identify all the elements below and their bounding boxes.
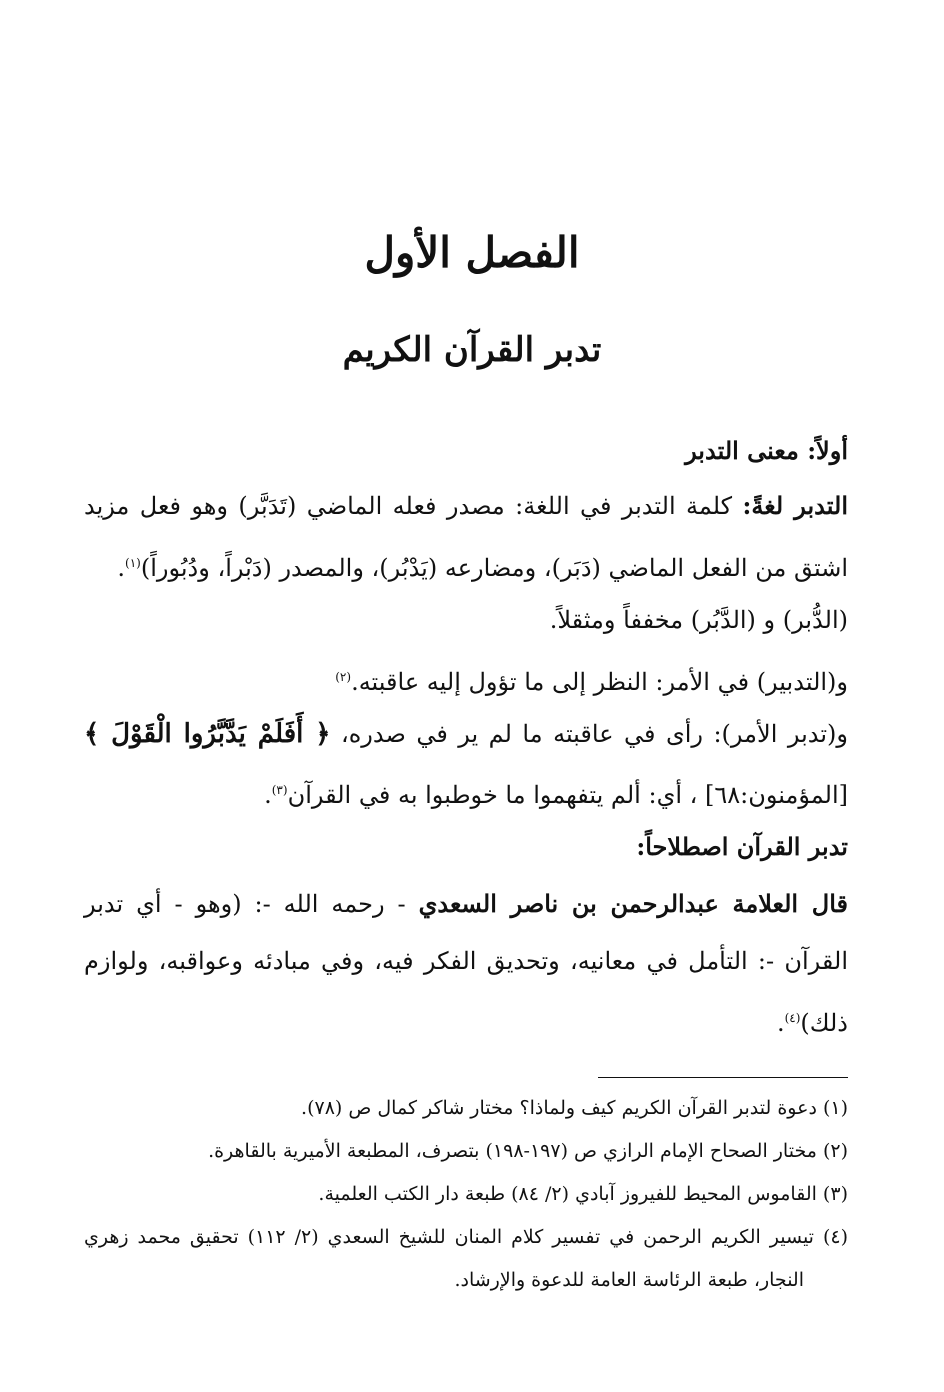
punctuation: . [264, 781, 272, 809]
paragraph-text: و(تدبر الأمر): رأى في عاقبته ما لم ير في صدره، [340, 720, 848, 748]
paragraph-text: [المؤمنون:٦٨] ، أي: ألم يتفهموا ما خوطبوا به في القرآن [287, 781, 848, 809]
paragraph-line [84, 481, 848, 531]
paragraph-text: كلمة التدبر في اللغة: مصدر فعله الماضي (تَدَبَّر) وهو فعل مزيد [84, 492, 733, 520]
footnote: (١) دعوة لتدبر القرآن الكريم كيف ولماذا؟ مختار شاكر كمال ص (٧٨). [301, 1097, 848, 1119]
punctuation: . [776, 1009, 785, 1037]
paragraph-line [84, 538, 848, 593]
footnote-divider [598, 1077, 848, 1078]
subheading: تدبر القرآن اصطلاحاً: [636, 832, 848, 861]
chapter-title: الفصل الأول [364, 228, 580, 277]
paragraph-text: و(التدبير) في الأمر: النظر إلى ما تؤول إليه عاقبته. [351, 668, 848, 696]
paragraph-line: (الدُّبر) و (الدَّبُر) مخففاً ومثقلاً. [549, 606, 848, 634]
footnote: (٤) تيسير الكريم الرحمن في تفسير كلام المنان للشيخ السعدي (٢/ ١١٢) تحقيق محمد زهري [84, 1226, 848, 1248]
footnote: (٢) مختار الصحاح الإمام الرازي ص (١٩٧-١٩٨) بتصرف، المطبعة الأميرية بالقاهرة. [208, 1140, 848, 1162]
main-title: تدبر القرآن الكريم [342, 330, 602, 370]
footnote-ref: (١) [125, 556, 141, 570]
footnote-ref: (٣) [271, 783, 288, 797]
paragraph-text: ذلك) [800, 1009, 848, 1037]
footnote-ref: (٤) [784, 1011, 801, 1025]
quran-verse: ﴿ أَفَلَمْ يَدَّبَّرُوا الْقَوْلَ ﴾ [84, 719, 331, 749]
punctuation: . [117, 554, 126, 582]
paragraph-line [84, 709, 848, 759]
footnote: (٣) القاموس المحيط للفيروز آبادي (٢/ ٨٤) طبعة دار الكتب العلمية. [318, 1183, 848, 1205]
term-label: التدبر لغةً: [742, 491, 848, 520]
paragraph-line [84, 765, 848, 820]
paragraph-text: - رحمه الله -: (وهو - أي تدبر [84, 890, 406, 918]
paragraph-line [84, 993, 848, 1048]
paragraph-text: اشتق من الفعل الماضي (دَبَر)، ومضارعه (يَدْبُر)، والمصدر (دَبْراً، ودُبُوراً) [140, 554, 848, 582]
footnote-ref: (٢) [335, 670, 352, 684]
paragraph-line [84, 879, 848, 929]
paragraph-line [84, 652, 848, 707]
quote-attribution: قال العلامة عبدالرحمن بن ناصر السعدي [418, 889, 848, 918]
paragraph-line: القرآن -: التأمل في معانيه، وتحديق الفكر فيه، وفي مبادئه وعواقبه، ولوازم [84, 947, 848, 975]
section-heading: أولاً: معنى التدبر [685, 436, 848, 465]
footnote-continuation: النجار، طبعة الرئاسة العامة للدعوة والإرشاد. [454, 1269, 804, 1291]
